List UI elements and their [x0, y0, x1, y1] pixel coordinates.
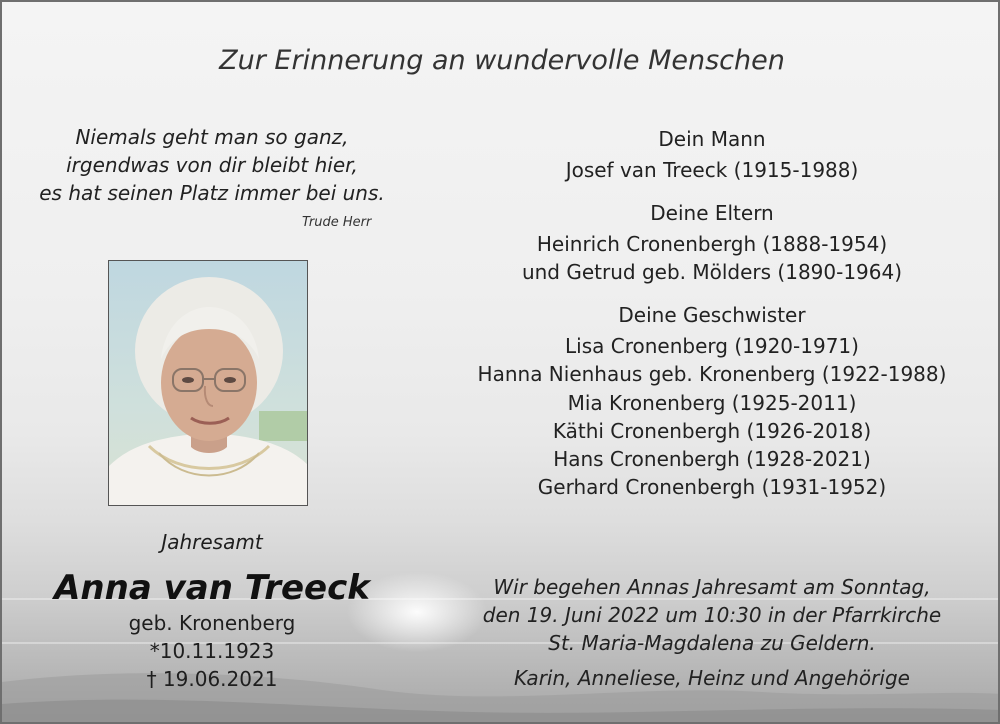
notice-line: Wir begehen Annas Jahresamt am Sonntag, — [493, 575, 931, 599]
sibling-name: Hanna Nienhaus geb. Kronenberg (1922-1988) — [477, 362, 947, 386]
deceased-name: Anna van Treeck — [54, 568, 370, 608]
poem-line: irgendwas von dir bleibt hier, — [66, 153, 358, 177]
parents-heading: Deine Eltern — [650, 201, 774, 225]
sibling-name: Lisa Cronenberg (1920-1971) — [565, 334, 859, 358]
sibling-name: Gerhard Cronenbergh (1931-1952) — [537, 475, 887, 499]
sibling-name: Mia Kronenberg (1925-2011) — [567, 391, 857, 415]
sibling-name: Hans Cronenbergh (1928-2021) — [553, 447, 871, 471]
notice-line: den 19. Juni 2022 um 10:30 in der Pfarrkirche — [482, 603, 942, 627]
maiden-name: geb. Kronenberg — [128, 611, 296, 635]
card-header: Zur Erinnerung an wundervolle Menschen — [219, 45, 785, 76]
poem-line: es hat seinen Platz immer bei uns. — [39, 181, 385, 205]
notice-signature: Karin, Anneliese, Heinz und Angehörige — [514, 666, 910, 690]
occasion-label: Jahresamt — [161, 530, 263, 554]
husband-heading: Dein Mann — [658, 127, 766, 151]
portrait-illustration — [109, 261, 308, 506]
poem-author: Trude Herr — [302, 215, 372, 230]
siblings-heading: Deine Geschwister — [618, 303, 806, 327]
poem-line: Niemals geht man so ganz, — [75, 125, 349, 149]
death-date: † 19.06.2021 — [146, 667, 278, 691]
portrait-photo — [108, 260, 308, 506]
husband-name: Josef van Treeck (1915-1988) — [565, 158, 859, 182]
sibling-name: Käthi Cronenbergh (1926-2018) — [552, 419, 872, 443]
birth-date: *10.11.1923 — [149, 639, 275, 663]
notice-line: St. Maria-Magdalena zu Geldern. — [548, 631, 876, 655]
parent-line: Heinrich Cronenbergh (1888-1954) — [536, 232, 888, 256]
parent-line: und Getrud geb. Mölders (1890-1964) — [521, 260, 903, 284]
